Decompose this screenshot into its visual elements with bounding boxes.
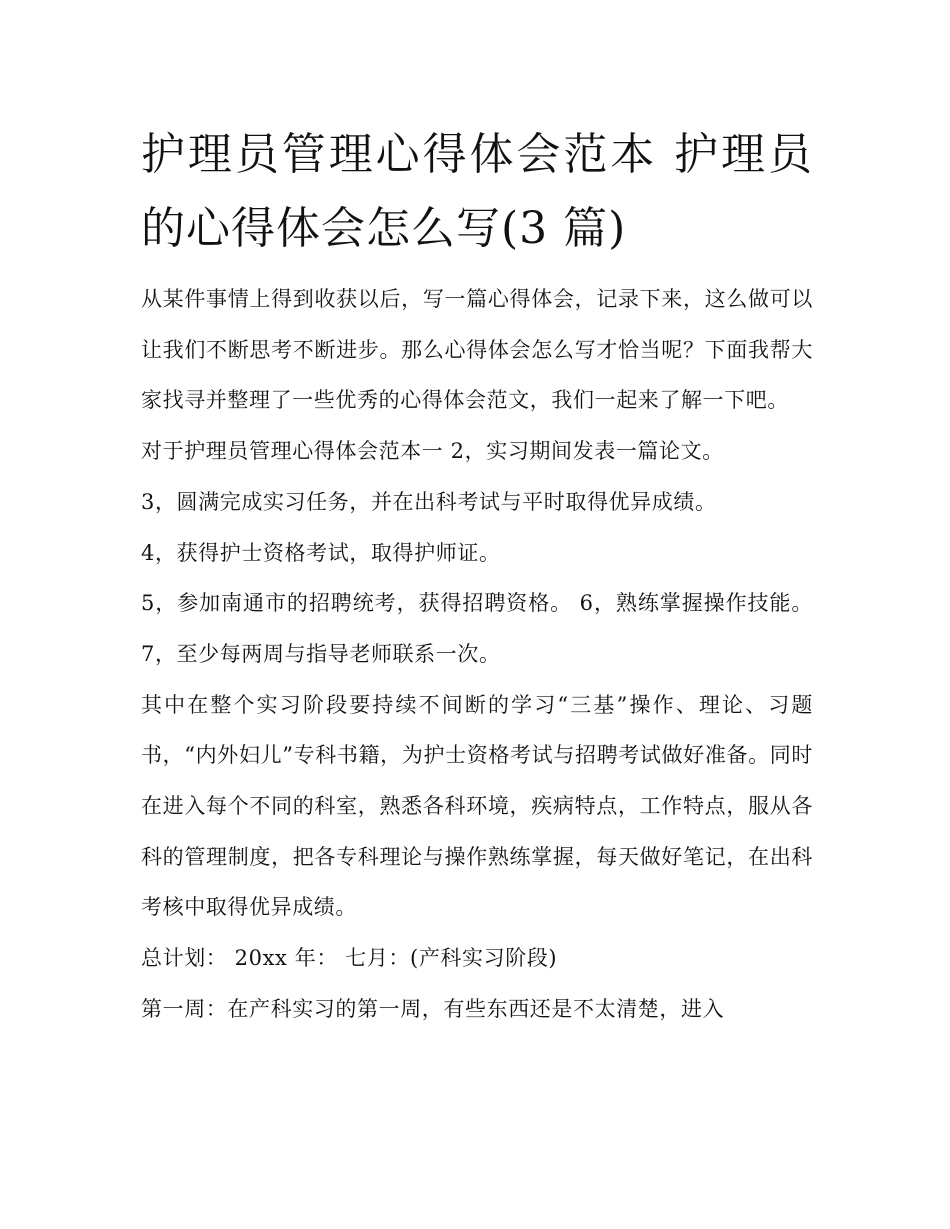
paragraph-item-3: 3，圆满完成实习任务，并在出科考试与平时取得优异成绩。 bbox=[141, 489, 717, 514]
paragraph-item-2: 对于护理员管理心得体会范本一 2，实习期间发表一篇论文。 bbox=[141, 439, 724, 464]
paragraph-item-5-7: 5，参加南通市的招聘统考，获得招聘资格。 6，熟练掌握操作技能。 7，至少每两周与指导老师联系一次。 bbox=[141, 591, 813, 666]
paragraph-overall-plan: 总计划： 20xx 年： 七月：(产科实习阶段) bbox=[141, 946, 558, 971]
document-page bbox=[141, 118, 813, 1035]
paragraph-study-plan: 其中在整个实习阶段要持续不间断的学习“三基”操作、理论、习题书，“内外妇儿”专科书籍，为护士资格考试与招聘考试做好准备。同时在进入每个不同的科室，熟悉各科环境，疾病特点，工作特点，服从各科的管理制度，把各专科理论与操作熟练掌握，每天做好笔记，在出科考核中取得优异成绩。 bbox=[141, 692, 813, 920]
paragraph-intro: 从某件事情上得到收获以后，写一篇心得体会，记录下来，这么做可以让我们不断思考不断进步。那么心得体会怎么写才恰当呢？下面我帮大家找寻并整理了一些优秀的心得体会范文，我们一起来了解一下吧。 bbox=[141, 287, 813, 413]
paragraph-item-4: 4，获得护士资格考试，取得护师证。 bbox=[141, 540, 501, 565]
document-title: 护理员管理心得体会范本 护理员的心得体会怎么写(3 篇) bbox=[141, 129, 813, 254]
paragraph-week-one: 第一周：在产科实习的第一周，有些东西还是不太清楚，进入 bbox=[141, 996, 725, 1021]
